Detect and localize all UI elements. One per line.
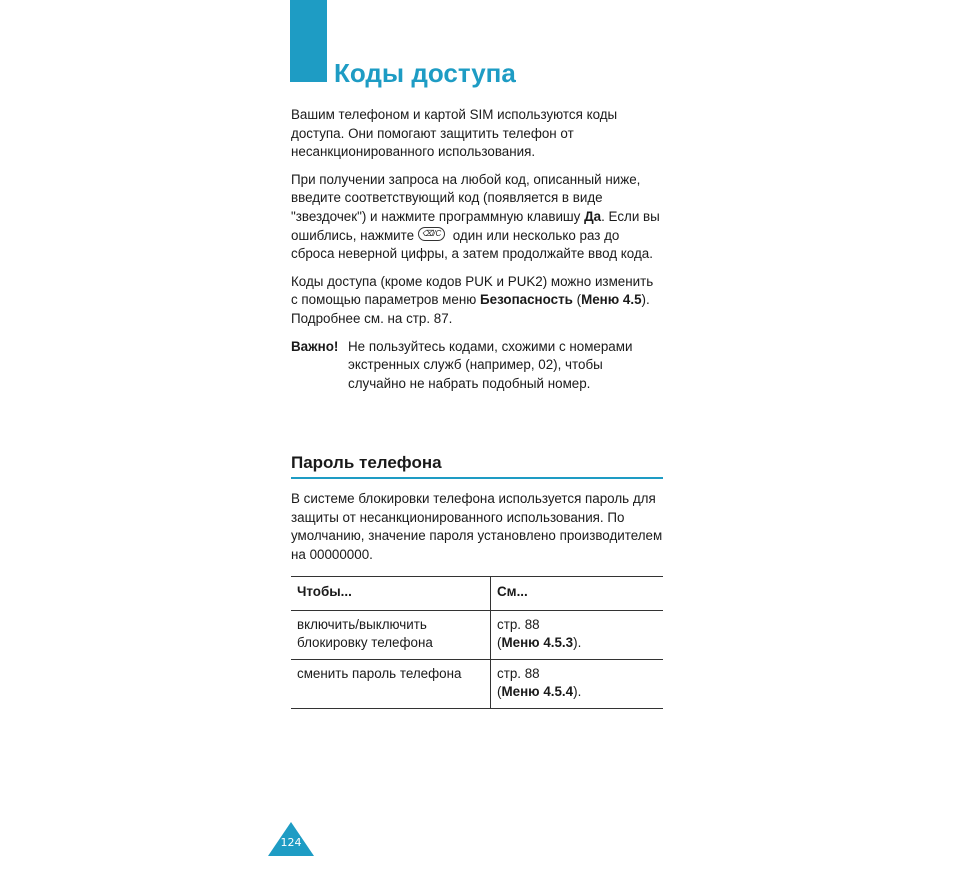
- title-accent-bar: [290, 0, 327, 82]
- intro-paragraph-1: Вашим телефоном и картой SIM используются коды доступа. Они помогают защитить телефон от несанкционированного использования.: [291, 107, 618, 160]
- table-cell-action: сменить пароль телефона: [291, 660, 491, 709]
- text-span: (: [497, 635, 502, 650]
- page-title: Коды доступа: [334, 58, 516, 88]
- table-header-action: Чтобы...: [291, 577, 491, 611]
- softkey-yes-label: Да: [584, 208, 602, 224]
- page-number: 124: [280, 836, 302, 849]
- text-span: ). Подробнее см. на стр. 87.: [291, 292, 650, 326]
- important-note: [291, 338, 663, 394]
- section-body: В системе блокировки телефона используется пароль для защиты от несанкционированного использования. По умолчанию, значение пароля установлено производителем на 00000000.: [291, 491, 663, 562]
- text-span: (: [572, 292, 582, 308]
- text-span: При получении запроса на любой код, описанный ниже, введите соответствующий код (появляется в виде "звездочек") и нажмите программную клавишу: [291, 171, 641, 224]
- table-row: [291, 611, 663, 660]
- ref-menu: Меню 4.5.4: [501, 684, 574, 699]
- intro-paragraph-2: [291, 171, 663, 264]
- important-label: Важно!: [291, 338, 339, 354]
- text-span: ).: [573, 684, 582, 699]
- text-span: Коды доступа (кроме кодов PUK и PUK2) можно изменить с помощью параметров меню: [291, 273, 654, 308]
- table-cell-action: включить/выключить блокировку телефона: [291, 611, 491, 660]
- text-span: один или несколько раз до сброса неверной цифры, а затем продолжайте ввод кода.: [291, 227, 653, 262]
- important-text: Не пользуйтесь кодами, схожими с номерами экстренных служб (например, 02), чтобы случайно не набрать подобный номер.: [348, 338, 633, 391]
- ref-page: стр. 88: [497, 666, 540, 681]
- page-number-badge: [267, 821, 315, 857]
- text-span: . Если вы ошиблись, нажмите: [291, 208, 660, 243]
- ref-menu: Меню 4.5.3: [501, 635, 574, 650]
- text-span: ).: [573, 635, 582, 650]
- table-header-see: См...: [497, 584, 528, 599]
- intro-text: [291, 106, 663, 393]
- menu-ref: Меню 4.5: [581, 292, 642, 308]
- text-span: (: [497, 684, 502, 699]
- section-title: Пароль телефона: [291, 451, 663, 479]
- ref-page: стр. 88: [497, 617, 540, 632]
- security-menu-label: Безопасность: [480, 292, 573, 308]
- table-cell-ref: [491, 660, 664, 709]
- clear-key-icon: ⌫/C: [418, 227, 445, 241]
- table-header-row: [291, 577, 663, 611]
- reference-table: [291, 576, 663, 709]
- table-row: [291, 660, 663, 709]
- table-cell-ref: [491, 611, 664, 660]
- intro-paragraph-3: [291, 273, 663, 329]
